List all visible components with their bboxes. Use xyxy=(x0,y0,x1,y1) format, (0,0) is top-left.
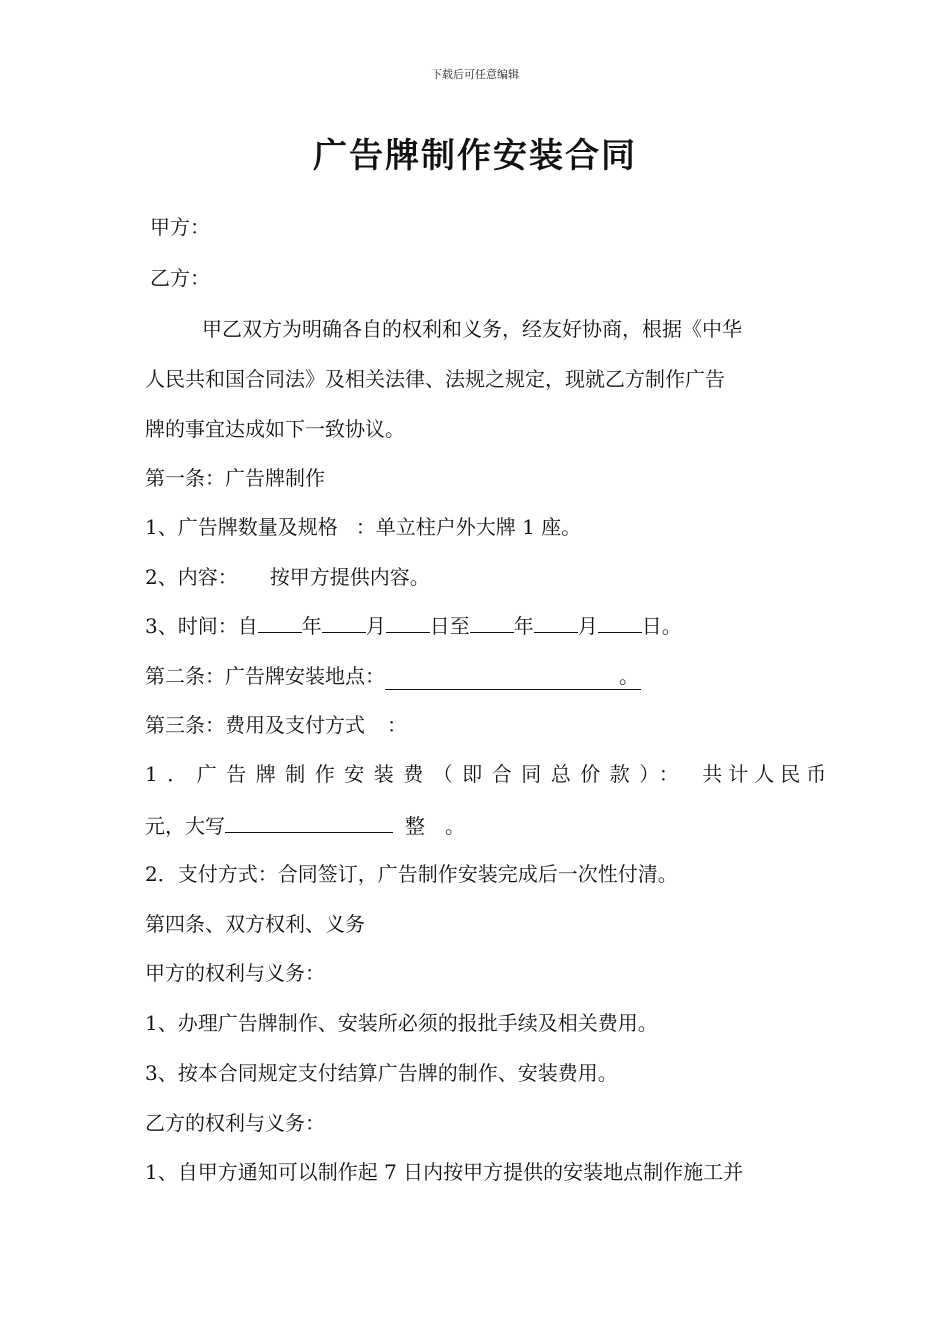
article1-item1 xyxy=(145,511,810,540)
item3-year: 年 xyxy=(301,614,322,638)
end-year-blank xyxy=(470,614,514,633)
item3-day-end: 日。 xyxy=(641,614,682,638)
article2-line xyxy=(145,660,810,690)
amount-in-words-blank xyxy=(225,814,393,833)
article3-item1-end: 。 xyxy=(445,814,465,838)
day-blank xyxy=(386,614,430,633)
article1-item2-label: 2、内容： xyxy=(145,565,238,589)
article3-item1-line2 xyxy=(145,810,810,839)
article2-label: 第二条：广告牌安装地点： xyxy=(145,664,385,688)
party-b-line: 乙方： xyxy=(150,266,210,290)
item3-month: 月 xyxy=(365,614,386,638)
article1-item1-value: ：单立柱户外大牌 1 座。 xyxy=(355,515,582,539)
article3-item1-prefix: 元，大写 xyxy=(145,814,225,838)
article1-item2-value: 按甲方提供内容。 xyxy=(269,565,430,589)
end-month-blank xyxy=(534,614,578,633)
article3-item1-total: 共计人民币 xyxy=(702,762,833,786)
article1-item2 xyxy=(145,561,810,590)
party-a-rights-heading: 甲方的权利与义务： xyxy=(145,961,325,985)
intro-line-1: 甲乙双方为明确各自的权利和义务，经友好协商，根据《中华 xyxy=(202,317,742,341)
article3-colon: ： xyxy=(387,713,407,737)
month-blank xyxy=(322,614,366,633)
article3-item1-text: 1．广告牌制作安装费（即合同总价款）： xyxy=(145,762,689,786)
intro-line-2: 人民共和国合同法》及相关法律、法规之规定，现就乙方制作广告 xyxy=(145,367,725,391)
article1-heading: 第一条：广告牌制作 xyxy=(145,466,325,490)
article3-item1-line1 xyxy=(145,758,833,787)
item3-day-to: 日至 xyxy=(429,614,470,638)
article4-heading: 第四条、双方权利、义务 xyxy=(145,912,365,936)
party-b-rights-heading: 乙方的权利与义务： xyxy=(145,1111,325,1135)
article1-item3 xyxy=(145,610,810,639)
article3-item1-whole: 整 xyxy=(405,814,425,838)
end-day-blank xyxy=(598,614,642,633)
item3-year-end: 年 xyxy=(513,614,534,638)
party-a-line: 甲方： xyxy=(150,215,210,239)
article3-heading-line xyxy=(145,709,810,738)
year-blank xyxy=(258,614,302,633)
article3-heading: 第三条：费用及支付方式 xyxy=(145,713,365,737)
party-a-item1: 1、办理广告牌制作、安装所必须的报批手续及相关费用。 xyxy=(145,1011,658,1035)
article1-item1-label: 1、广告牌数量及规格 xyxy=(145,515,338,539)
location-blank xyxy=(385,660,641,690)
item3-prefix: 3、时间：自 xyxy=(145,614,258,638)
item3-month-end: 月 xyxy=(577,614,598,638)
party-a-item3: 3、按本合同规定支付结算广告牌的制作、安装费用。 xyxy=(145,1061,618,1085)
article2-suffix: 。 xyxy=(619,664,639,688)
party-b-item1: 1、自甲方通知可以制作起 7 日内按甲方提供的安装地点制作施工并 xyxy=(145,1160,744,1184)
header-note: 下载后可任意编辑 xyxy=(431,68,519,81)
intro-line-3: 牌的事宜达成如下一致协议。 xyxy=(145,417,405,441)
article3-item2: 2．支付方式：合同签订，广告制作安装完成后一次性付清。 xyxy=(145,862,678,886)
document-title: 广告牌制作安装合同 xyxy=(313,136,637,176)
